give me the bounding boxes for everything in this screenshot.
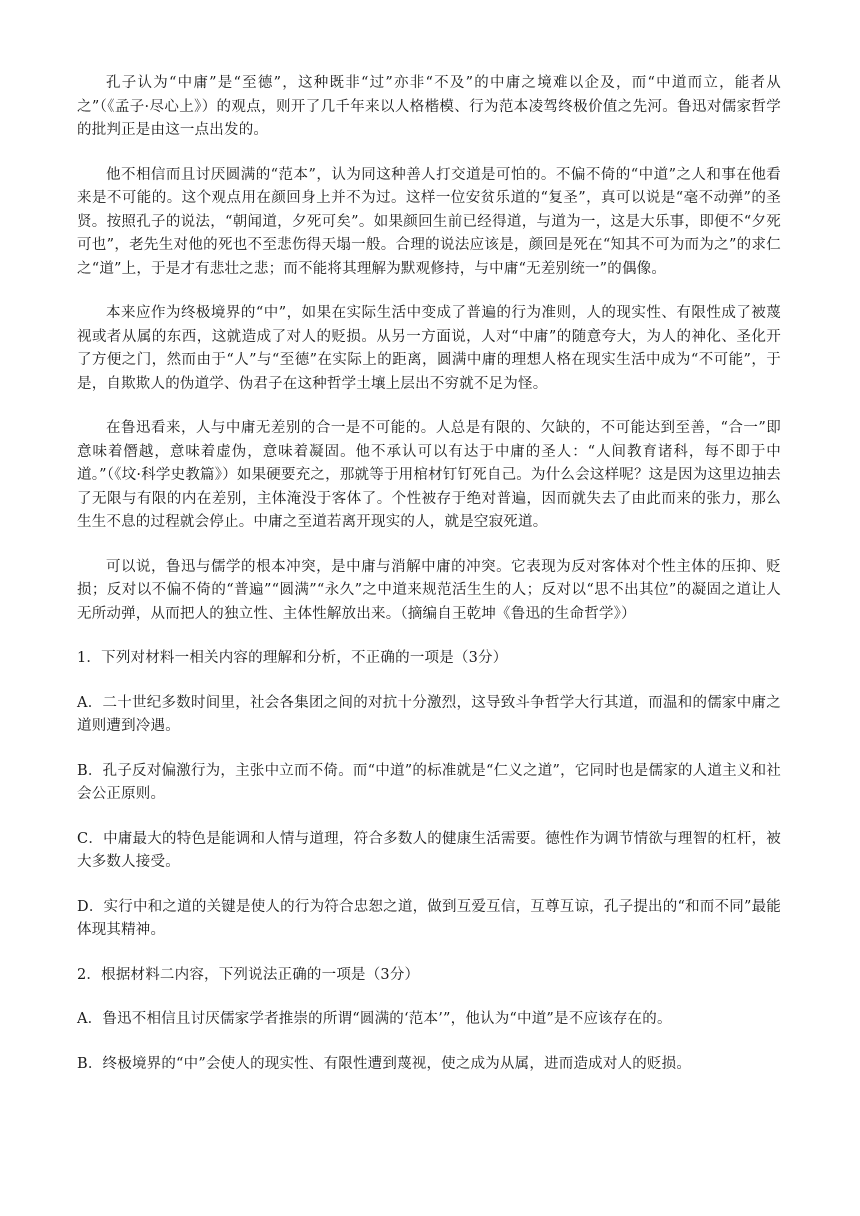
question-1-option-a: A．二十世纪多数时间里，社会各集团之间的对抗十分激烈，这导致斗争哲学大行其道，而温和的儒家中庸之道则遭到冷遇。 bbox=[77, 694, 781, 734]
passage-paragraph-5: 可以说，鲁迅与儒学的根本冲突，是中庸与消解中庸的冲突。它表现为反对客体对个性主体的压抑、贬损；反对以不偏不倚的“普遍”“圆满”“永久”之中道来规范活生生的人；反对以“思不出其位”的凝固之道让人无所动弹，从而把人的独立性、主体性解放出来。（摘编自王乾坤《鲁迅的生命哲学》） bbox=[77, 558, 781, 622]
passage-paragraph-4: 在鲁迅看来，人与中庸无差别的合一是不可能的。人总是有限的、欠缺的，不可能达到至善，“合一”即意味着僭越，意味着虚伪，意味着凝固。他不承认可以有达于中庸的圣人：“人间教育诸科，每不即于中道。”（《坟·科学史教篇》）如果硬要充之，那就等于用棺材钉钉死自己。为什么会这样呢？这是因为这里边抽去了无限与有限的内在差别，主体淹没于客体了。个性被存于绝对普遍，因而就失去了由此而来的张力，那么生生不息的过程就会停止。中庸之至道若离开现实的人，就是空寂死道。 bbox=[77, 420, 781, 530]
document-page bbox=[77, 72, 781, 1097]
passage-paragraph-3: 本来应作为终极境界的“中”，如果在实际生活中变成了普遍的行为准则，人的现实性、有限性成了被蔑视或者从属的东西，这就造成了对人的贬损。从另一方面说，人对“中庸”的随意夸大，为人的神化、圣化开了方便之门，然而由于“人”与“至德”在实际上的距离，圆满中庸的理想人格在现实生活中成为“不可能”，于是，自欺欺人的伪道学、伪君子在这种哲学土壤上层出不穷就不足为怪。 bbox=[77, 305, 781, 392]
question-1-option-c: C．中庸最大的特色是能调和人情与道理，符合多数人的健康生活需要。德性作为调节情欲与理智的杠杆，被大多数人接受。 bbox=[77, 830, 781, 870]
question-2-option-b: B．终极境界的“中”会使人的现实性、有限性遭到蔑视，使之成为从属，进而造成对人的贬损。 bbox=[77, 1055, 692, 1072]
question-1-option-b: B．孔子反对偏激行为，主张中立而不倚。而“中道”的标准就是“仁义之道”，它同时也是儒家的人道主义和社会公正原则。 bbox=[77, 762, 781, 802]
question-2-stem: 2．根据材料二内容，下列说法正确的一项是（3分） bbox=[77, 966, 420, 983]
question-1 bbox=[77, 647, 781, 943]
question-1-stem: 1．下列对材料一相关内容的理解和分析，不正确的一项是（3分） bbox=[77, 650, 508, 666]
question-1-option-d: D．实行中和之道的关键是使人的行为符合忠恕之道，做到互爱互信，互尊互谅，孔子提出的“和而不同”最能体现其精神。 bbox=[77, 898, 781, 938]
passage-paragraph-1: 孔子认为“中庸”是“至德”，这种既非“过”亦非“不及”的中庸之境难以企及，而“中道而立，能者从之”（《孟子·尽心上》）的观点，则开了几千年来以人格楷模、行为范本凌驾终极价值之先河。鲁迅对儒家哲学的批判正是由这一点出发的。 bbox=[77, 75, 781, 138]
question-2-option-a: A．鲁迅不相信且讨厌儒家学者推崇的所谓“圆满的‘范本’”，他认为“中道”是不应该存在的。 bbox=[77, 1011, 672, 1027]
passage-paragraph-2: 他不相信而且讨厌圆满的“范本”，认为同这种善人打交道是可怕的。不偏不倚的“中道”之人和事在他看来是不可能的。这个观点用在颜回身上并不为过。这样一位安贫乐道的“复圣”，真可以说是“毫不动弹”的圣贤。按照孔子的说法，“朝闻道，夕死可矣”。如果颜回生前已经得道，与道为一，这是大乐事，即便不“夕死可也”，老先生对他的死也不至悲伤得天塌一般。合理的说法应该是，颜回是死在“知其不可为而为之”的求仁之“道”上，于是才有悲壮之悲；而不能将其理解为默观修持，与中庸“无差别统一”的偶像。 bbox=[77, 166, 781, 277]
question-2 bbox=[77, 964, 781, 1077]
